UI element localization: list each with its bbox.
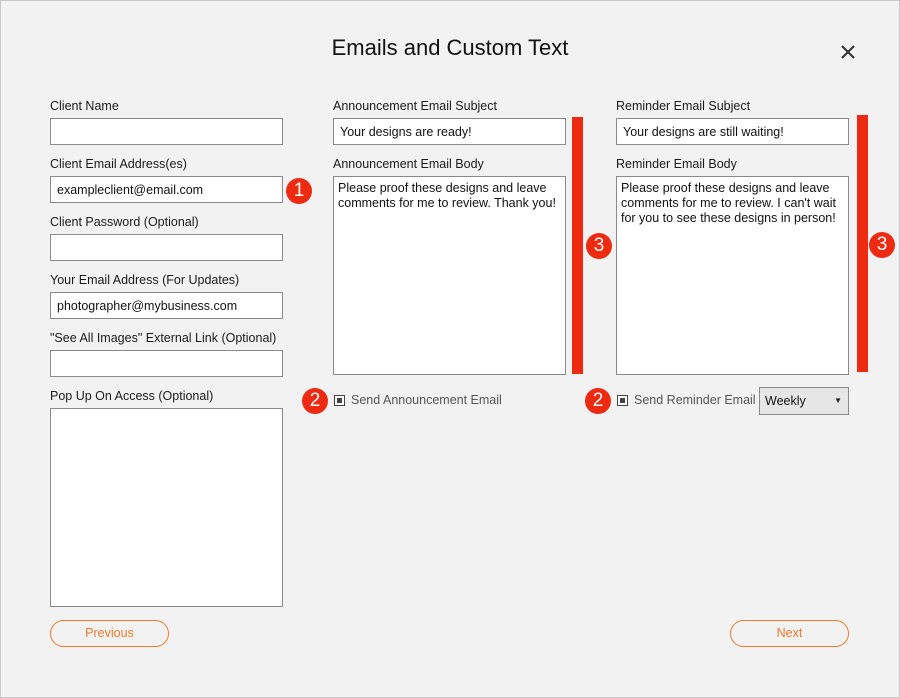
annotation-bar-reminder: [857, 115, 868, 372]
annotation-badge-3-reminder: 3: [869, 232, 895, 258]
checkbox-icon[interactable]: [334, 395, 345, 406]
annotation-badge-2-reminder: 2: [585, 388, 611, 414]
annotation-badge-1: 1: [286, 178, 312, 204]
reminder-body-textarea[interactable]: [616, 176, 849, 375]
annotation-badge-2-announcement: 2: [302, 388, 328, 414]
your-email-input[interactable]: [50, 292, 283, 319]
send-reminder-label: Send Reminder Email: [634, 393, 756, 407]
next-button[interactable]: Next: [730, 620, 849, 647]
announcement-subject-input[interactable]: [333, 118, 566, 145]
send-announcement-row[interactable]: [334, 393, 502, 407]
client-name-input[interactable]: [50, 118, 283, 145]
popup-textarea[interactable]: [50, 408, 283, 607]
announcement-subject-label: Announcement Email Subject: [333, 99, 497, 113]
send-announcement-label: Send Announcement Email: [351, 393, 502, 407]
your-email-label: Your Email Address (For Updates): [50, 273, 240, 287]
send-reminder-row[interactable]: [617, 393, 756, 407]
annotation-badge-3-announcement: 3: [586, 233, 612, 259]
dialog-title: Emails and Custom Text: [331, 35, 569, 60]
client-name-label: Client Name: [50, 99, 119, 113]
close-icon[interactable]: [837, 41, 859, 63]
client-email-label: Client Email Address(es): [50, 157, 187, 171]
reminder-subject-label: Reminder Email Subject: [616, 99, 751, 113]
client-email-input[interactable]: [50, 176, 283, 203]
reminder-body-label: Reminder Email Body: [616, 157, 737, 171]
announcement-body-label: Announcement Email Body: [333, 157, 484, 171]
announcement-body-textarea[interactable]: [333, 176, 566, 375]
reminder-subject-input[interactable]: [616, 118, 849, 145]
annotation-bar-announcement: [572, 117, 583, 374]
reminder-frequency-select[interactable]: [759, 387, 849, 415]
checkbox-icon[interactable]: [617, 395, 628, 406]
external-link-input[interactable]: [50, 350, 283, 377]
caret-down-icon: ▼: [834, 396, 842, 405]
previous-button[interactable]: Previous: [50, 620, 169, 647]
reminder-frequency-value: Weekly: [765, 394, 806, 408]
client-password-label: Client Password (Optional): [50, 215, 199, 229]
popup-label: Pop Up On Access (Optional): [50, 389, 214, 403]
external-link-label: "See All Images" External Link (Optional): [50, 331, 277, 345]
client-password-input[interactable]: [50, 234, 283, 261]
